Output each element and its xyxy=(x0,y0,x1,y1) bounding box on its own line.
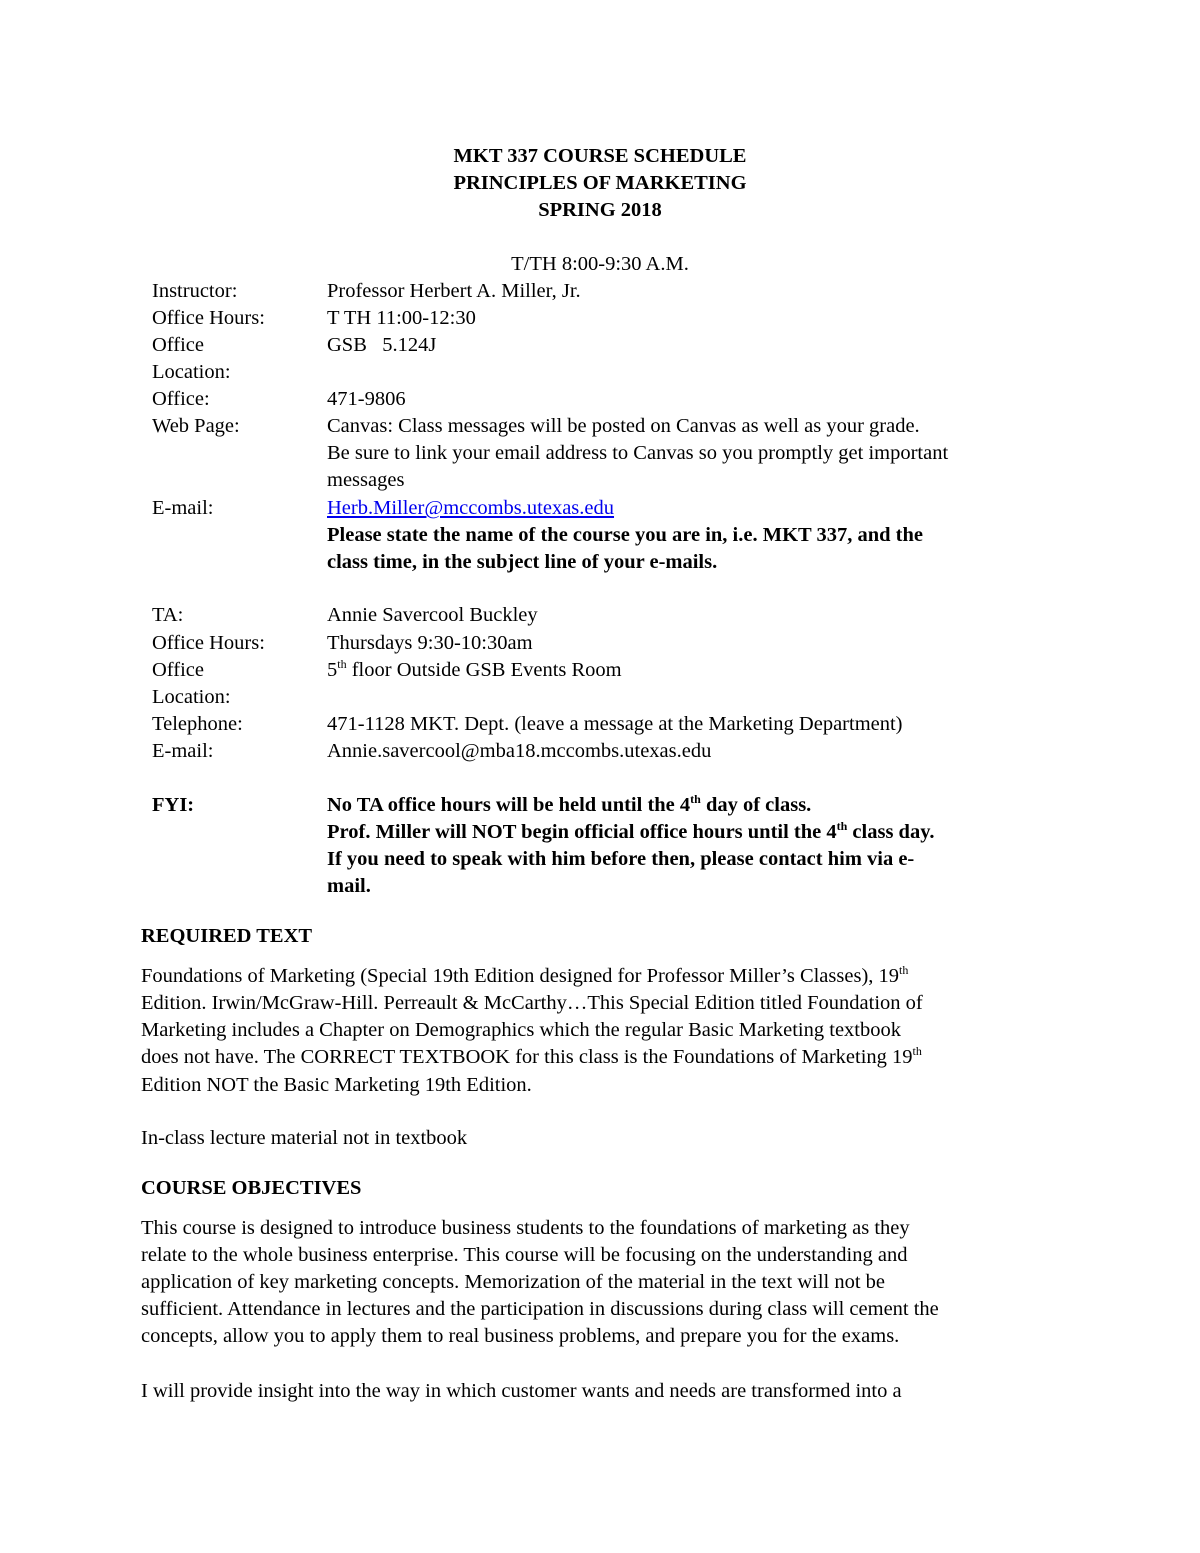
instructor-label: Instructor: xyxy=(152,280,238,302)
web-page-line-3: messages xyxy=(327,469,405,491)
objectives-line-5: concepts, allow you to apply them to real business problems, and prepare you for the exams. xyxy=(141,1325,900,1347)
course-objectives-heading: COURSE OBJECTIVES xyxy=(141,1177,362,1199)
ta-office-location-label-2: Location: xyxy=(152,686,231,708)
class-time: T/TH 8:00-9:30 A.M. xyxy=(511,253,689,275)
ta-email-label: E-mail: xyxy=(152,740,214,762)
instructor-email-link[interactable]: Herb.Miller@mccombs.utexas.edu xyxy=(327,497,615,519)
office-phone-value: 471-9806 xyxy=(327,388,406,410)
office-location-value: GSB 5.124J xyxy=(327,334,437,356)
fyi-line-3: If you need to speak with him before then, please contact him via e- xyxy=(327,848,915,870)
email-note-line-1: Please state the name of the course you are in, i.e. MKT 337, and the xyxy=(327,524,923,546)
email-note-line-2: class time, in the subject line of your e-mails. xyxy=(327,551,718,573)
ta-email-value: Annie.savercool@mba18.mccombs.utexas.edu xyxy=(327,740,712,762)
ta-label: TA: xyxy=(152,604,184,626)
ta-name: Annie Savercool Buckley xyxy=(327,604,538,626)
required-text-line-1: Foundations of Marketing (Special 19th Edition designed for Professor Miller’s Classes), 19th xyxy=(141,963,909,987)
fyi-label: FYI: xyxy=(152,794,195,816)
course-name: PRINCIPLES OF MARKETING xyxy=(453,172,747,194)
ta-office-location-label: Office xyxy=(152,659,204,681)
required-text-line-4: does not have. The CORRECT TEXTBOOK for this class is the Foundations of Marketing 19th xyxy=(141,1044,922,1068)
required-text-line-2: Edition. Irwin/McGraw-Hill. Perreault & McCarthy…This Special Edition titled Foundation of xyxy=(141,992,923,1014)
office-phone-label: Office: xyxy=(152,388,210,410)
required-text-line-5: Edition NOT the Basic Marketing 19th Edition. xyxy=(141,1074,532,1096)
lecture-material-note: In-class lecture material not in textbook xyxy=(141,1127,468,1149)
objectives-paragraph-2-line-1: I will provide insight into the way in which customer wants and needs are transformed into a xyxy=(141,1380,902,1402)
objectives-line-2: relate to the whole business enterprise. This course will be focusing on the understanding and xyxy=(141,1244,908,1266)
semester: SPRING 2018 xyxy=(538,199,662,221)
web-page-line-2: Be sure to link your email address to Canvas so you promptly get important xyxy=(327,442,949,464)
web-page-line-1: Canvas: Class messages will be posted on Canvas as well as your grade. xyxy=(327,415,920,437)
required-text-line-3: Marketing includes a Chapter on Demographics which the regular Basic Marketing textbook xyxy=(141,1019,901,1041)
objectives-line-4: sufficient. Attendance in lectures and the participation in discussions during class will cement the xyxy=(141,1298,939,1320)
ta-telephone-label: Telephone: xyxy=(152,713,243,735)
office-location-label-2: Location: xyxy=(152,361,231,383)
ta-office-hours-label: Office Hours: xyxy=(152,632,265,654)
ta-telephone-value: 471-1128 MKT. Dept. (leave a message at the Marketing Department) xyxy=(327,713,903,735)
fyi-line-4: mail. xyxy=(327,875,371,897)
objectives-line-3: application of key marketing concepts. Memorization of the material in the text will not be xyxy=(141,1271,886,1293)
office-hours-value: T TH 11:00-12:30 xyxy=(327,307,476,329)
email-label: E-mail: xyxy=(152,497,214,519)
ta-office-location-value: 5th floor Outside GSB Events Room xyxy=(327,657,622,681)
fyi-line-1: No TA office hours will be held until the 4th day of class. xyxy=(327,792,812,816)
web-page-label: Web Page: xyxy=(152,415,240,437)
office-hours-label: Office Hours: xyxy=(152,307,265,329)
office-location-label: Office xyxy=(152,334,204,356)
ta-office-hours-value: Thursdays 9:30-10:30am xyxy=(327,632,533,654)
objectives-line-1: This course is designed to introduce business students to the foundations of marketing as they xyxy=(141,1217,910,1239)
required-text-heading: REQUIRED TEXT xyxy=(141,925,313,947)
course-title: MKT 337 COURSE SCHEDULE xyxy=(453,145,747,167)
instructor-name: Professor Herbert A. Miller, Jr. xyxy=(327,280,581,302)
fyi-line-2: Prof. Miller will NOT begin official office hours until the 4th class day. xyxy=(327,819,935,843)
